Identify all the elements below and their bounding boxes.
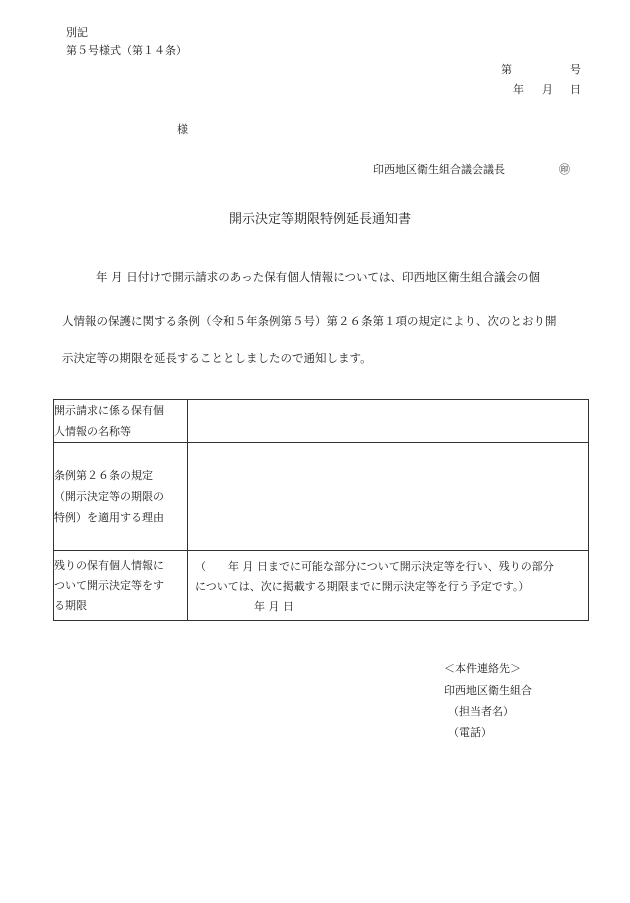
table-label-cell: [54, 400, 188, 443]
table-row: [54, 551, 589, 621]
row2-label-line2: （開示決定等の期限の: [54, 490, 164, 503]
row1-label-line1: 開示請求に係る保有個: [54, 404, 164, 417]
contact-org: 印西地区衛生組合: [444, 684, 532, 697]
row3-label-line2: ついて開示決定等をす: [54, 579, 164, 592]
body-line-2: 人情報の保護に関する条例（令和５年条例第５号）第２６条第１項の規定により、次のとおり開: [62, 314, 557, 328]
row1-label-line2: 人情報の名称等: [54, 425, 131, 438]
document-number-label: 第: [501, 63, 512, 76]
row2-value-cell[interactable]: [188, 443, 589, 551]
body-line-1: 年 月 日付けで開示請求のあった保有個人情報については、印西地区衛生組合議会の個: [96, 270, 540, 284]
row2-label-line1: 条例第２６条の規定: [54, 469, 153, 482]
table-label-cell: [54, 443, 188, 551]
table-row: [54, 400, 589, 443]
seal-mark: ㊞: [559, 163, 570, 176]
row3-label-line1: 残りの保有個人情報に: [54, 559, 164, 572]
attachment-label: 別記: [66, 26, 88, 39]
contact-heading: ＜本件連絡先＞: [444, 662, 521, 675]
row3-value-line1: （ 年 月 日までに可能な部分について開示決定等を行い、残りの部分: [195, 560, 554, 573]
document-number-suffix: 号: [570, 63, 581, 76]
addressee-suffix: 様: [177, 123, 188, 136]
date-year: 年: [513, 83, 524, 96]
row2-label-line3: 特例）を適用する理由: [54, 511, 164, 524]
row1-value-cell[interactable]: [188, 400, 589, 443]
row3-value-cell[interactable]: [188, 551, 589, 621]
form-number: 第５号様式（第１４条）: [66, 44, 187, 57]
contact-person: （担当者名）: [448, 705, 514, 718]
table-row: [54, 443, 589, 551]
contact-phone: （電話）: [448, 726, 492, 739]
issuer-title: 印西地区衛生組合議会議長: [373, 163, 505, 176]
row3-label-line3: る期限: [54, 599, 87, 612]
row3-value-line3: 年 月 日: [254, 600, 294, 613]
document-title: 開示決定等期限特例延長通知書: [229, 212, 412, 227]
request-info-table: [53, 399, 589, 621]
row3-value-line2: については、次に掲載する期限までに開示決定等を行う予定です。）: [195, 580, 530, 593]
date-day: 日: [570, 83, 581, 96]
table-label-cell: [54, 551, 188, 621]
body-line-3: 示決定等の期限を延長することとしましたので通知します。: [62, 351, 372, 365]
date-month: 月: [542, 83, 553, 96]
